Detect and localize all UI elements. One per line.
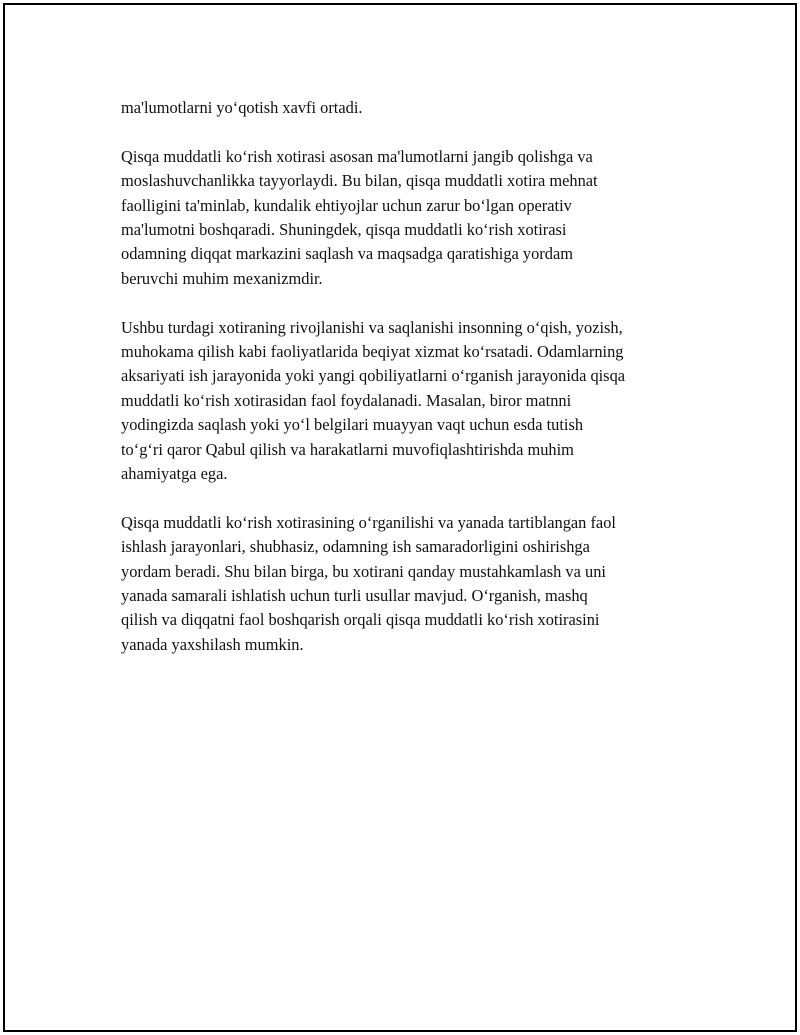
text-line: muhokama qilish kabi faoliyatlarida beqiyat xizmat ko‘rsatadi. Odamlarning <box>121 342 624 362</box>
text-line: beruvchi muhim mexanizmdir. <box>121 268 323 288</box>
paragraph-1 <box>121 96 701 120</box>
text-line: ma'lumotlarni yo‘qotish xavfi ortadi. <box>121 98 363 117</box>
text-line: ma'lumotni boshqaradi. Shuningdek, qisqa muddatli ko‘rish xotirasi <box>121 220 567 240</box>
text-line: ahamiyatga ega. <box>121 464 228 484</box>
text-line: yanada yaxshilash mumkin. <box>121 634 304 654</box>
text-line: faolligini ta'minlab, kundalik ehtiyojlar uchun zarur bo‘lgan operativ <box>121 195 572 215</box>
text-line: muddatli ko‘rish xotirasidan faol foydalanadi. Masalan, biror matnni <box>121 390 572 410</box>
text-line: odamning diqqat markazini saqlash va maqsadga qaratishiga yordam <box>121 244 573 264</box>
document-body <box>121 96 701 682</box>
document-page <box>3 3 797 1032</box>
text-line: qilish va diqqatni faol boshqarish orqali qisqa muddatli ko‘rish xotirasini <box>121 610 600 630</box>
text-line: aksariyati ish jarayonida yoki yangi qobiliyatlarni o‘rganish jarayonida qisqa <box>121 366 626 386</box>
text-line: yordam beradi. Shu bilan birga, bu xotirani qanday mustahkamlash va uni <box>121 561 606 581</box>
paragraph-3 <box>121 316 701 487</box>
text-line: Ushbu turdagi xotiraning rivojlanishi va saqlanishi insonning o‘qish, yozish, <box>121 317 623 337</box>
text-line: yanada samarali ishlatish uchun turli usullar mavjud. O‘rganish, mashq <box>121 586 588 606</box>
text-line: moslashuvchanlikka tayyorlaydi. Bu bilan, qisqa muddatli xotira mehnat <box>121 171 598 191</box>
text-line: to‘g‘ri qaror Qabul qilish va harakatlarni muvofiqlashtirishda muhim <box>121 439 574 459</box>
text-line: Qisqa muddatli ko‘rish xotirasining o‘rganilishi va yanada tartiblangan faol <box>121 512 616 532</box>
text-line: ishlash jarayonlari, shubhasiz, odamning ish samaradorligini oshirishga <box>121 537 590 557</box>
paragraph-2 <box>121 145 701 291</box>
text-line: yodingizda saqlash yoki yo‘l belgilari muayyan vaqt uchun esda tutish <box>121 415 584 435</box>
text-line: Qisqa muddatli ko‘rish xotirasi asosan ma'lumotlarni jangib qolishga va <box>121 146 593 166</box>
paragraph-4 <box>121 511 701 657</box>
